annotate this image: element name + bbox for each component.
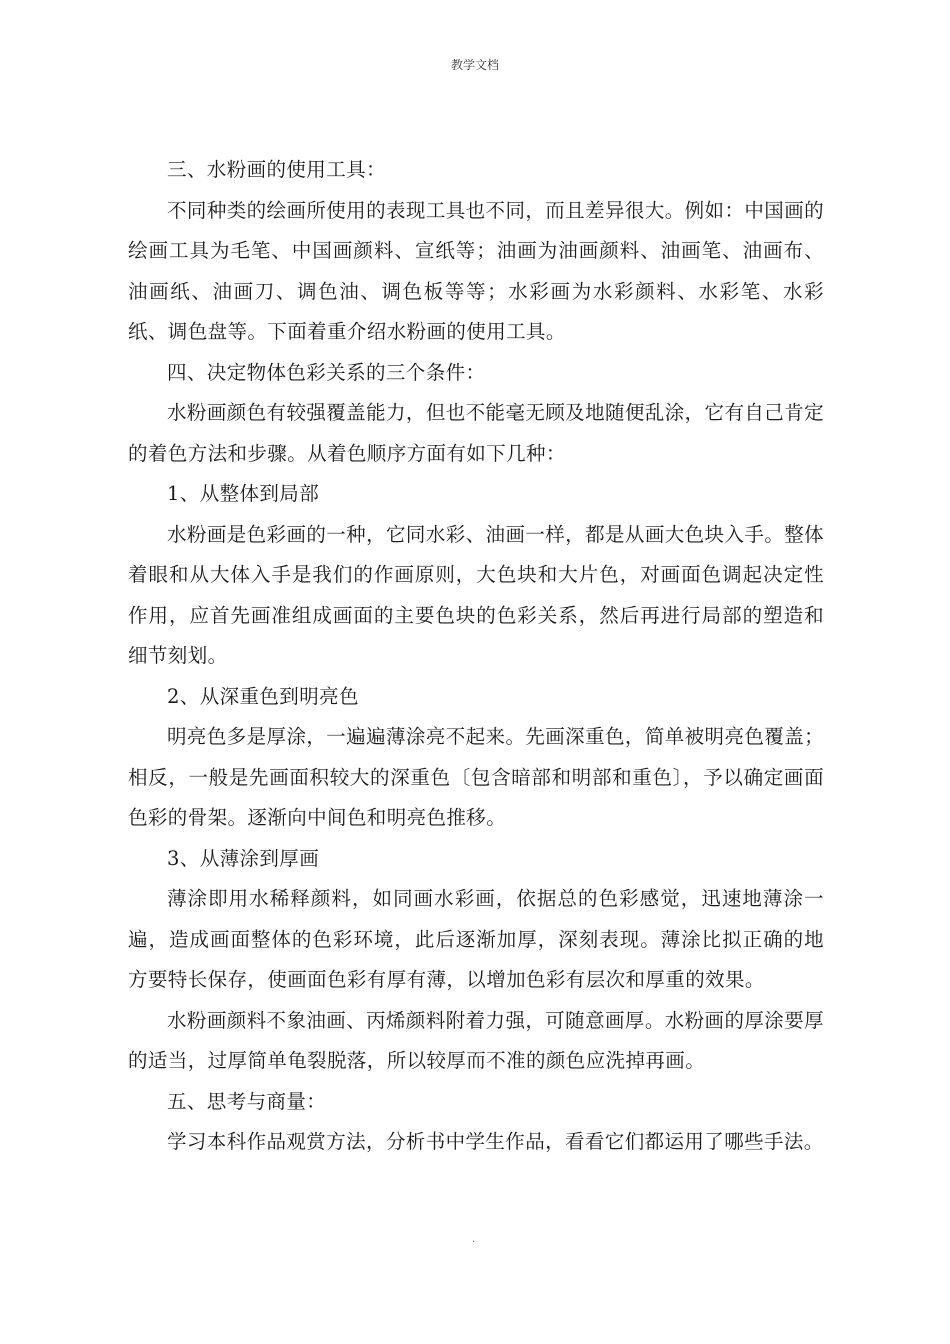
subheading-dark-to-light: 2、从深重色到明亮色	[167, 684, 359, 708]
page-header: 教学文档	[450, 58, 499, 72]
section-heading-tools: 三、水粉画的使用工具：	[167, 158, 386, 181]
paragraph-thin-to-thick: 薄涂即用水稀释颜料，如同画水彩画，依据总的色彩感觉，迅速地薄涂一遍，造成画面整体的色彩环境，此后逐渐加厚，深刻表现。薄涂比拟正确的地方要特长保存，使画面色彩有厚有薄，以增加色彩有层次和厚重的效果。	[128, 887, 824, 991]
paragraph-discussion: 学习本科作品观赏方法，分析书中学生作品，看看它们都运用了哪些手法。	[167, 1130, 824, 1153]
paragraph-whole-to-part: 水粉画是色彩画的一种，它同水彩、油画一样，都是从画大色块入手。整体着眼和从大体入手是我们的作画原则，大色块和大片色，对画面色调起决定性作用，应首先画准组成画面的主要色块的色彩关系，然后再进行局部的塑造和细节刻划。	[128, 522, 824, 667]
paragraph-dark-to-light: 明亮色多是厚涂，一遍遍薄涂亮不起来。先画深重色，简单被明亮色覆盖；相反，一般是先画面积较大的深重色〔包含暗部和明部和重色〕，予以确定画面色彩的骨架。逐渐向中间色和明亮色推移。	[128, 725, 824, 829]
paragraph-tools-intro: 不同种类的绘画所使用的表现工具也不同，而且差异很大。例如：中国画的绘画工具为毛笔、中国画颜料、宣纸等；油画为油画颜料、油画笔、油画布、油画纸、油画刀、调色油、调色板等等；水彩画为水彩颜料、水彩笔、水彩纸、调色盘等。下面着重介绍水粉画的使用工具。	[128, 198, 824, 343]
section-heading-color-conditions: 四、决定物体色彩关系的三个条件：	[167, 360, 486, 384]
subheading-whole-to-part: 1、从整体到局部	[167, 482, 320, 505]
page-footer-mark: .	[472, 1234, 476, 1245]
paragraph-color-intro: 水粉画颜色有较强覆盖能力，但也不能毫无顾及地随便乱涂，它有自己肯定的着色方法和步骤。从着色顺序方面有如下几种：	[128, 401, 824, 465]
document-body	[128, 150, 824, 1163]
subheading-thin-to-thick: 3、从薄涂到厚画	[167, 846, 320, 870]
section-heading-discussion: 五、思考与商量：	[167, 1089, 327, 1113]
paragraph-thick-painting: 水粉画颜料不象油画、丙烯颜料附着力强，可随意画厚。水粉画的厚涂要厚的适当，过厚简单龟裂脱落，所以较厚而不准的颜色应洗掉再画。	[128, 1008, 824, 1072]
